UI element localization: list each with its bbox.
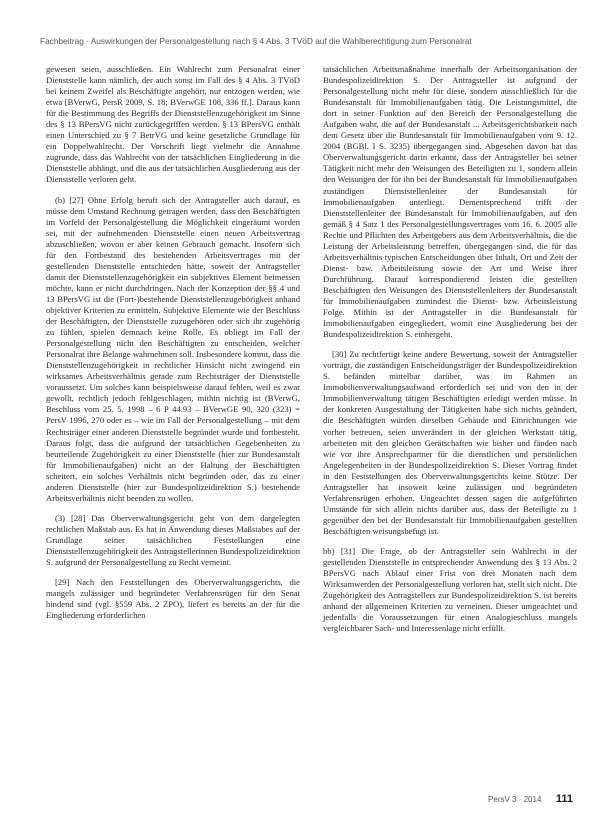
- page-footer: [488, 789, 573, 807]
- left-column: [46, 64, 300, 621]
- paragraph: [29] Nach den Feststellungen des Oberverwaltungsgerichts, die mangels zulässiger und begründeter Verfahrensrügen für den Senat bindend sind (vgl. §559 Abs. 2 ZPO), liefert es bereits an der für die Eingliederung erforderlichen: [46, 577, 300, 621]
- paragraph: gewesen seien, ausschließen. Ein Wahlrecht zum Personalrat einer Dienststelle kann nämlich, der auch sonst im Fall des § 4 Abs. 3 TVöD bei keinem Zweifel als Beschäftigte angehört, nur entzogen werden, wie etwa [BVerwG, PersR 2009, S. 18; BVerwGE 108, 336 ff.]. Daraus kann für die Bestimmung des Begriffs der Dienststellenzugehörigkeit im Sinne des § 13 BPersVG nicht zurückgegriffen werden. § 13 BPersVG enthält einen Unterschied zu § 7 BetrVG und keine gesetzliche Grundlage für ein Doppelwahlrecht. Der Vorschrift liegt vielmehr die Annahme zugrunde, dass das Wahlrecht von der tatsächlichen Eingliederung in die Dienststelle abhängt, und die aus der tatsächlichen Ausgliederung aus der Dienststelle verloren geht.: [46, 64, 300, 185]
- paragraph: [30] Zu rechtfertigt keine andere Bewertung, soweit der Antragsteller vorträgt, die zuständigen Entscheidungsträger der Bundespolizeidirektion S. befänden mittelbar darüber, was im Rahmen an Immobilienverwaltungsaufwand erforderlich sei und von den in der Immobilienverwaltung tätigen Beschäftigten erledigt werden müsse. In der konkreten Ausgestaltung der Tätigkeiten habe sich nichts geändert, die Beschäftigten würden dieselben Gebäude und Einrichtungen wie vorher betreuen, seien unverändert in der gleichen Werkstatt tätig, arbeiteten mit den gleichen Gerätschaften wie bisher und fänden nach wie vor ihre Ansprechpartner für die dienstlichen und persönlichen Angelegenheiten in der Bundespolizeidirektion S. Dieser Vortrag findet in den Feststellungen des Oberverwaltungsgerichts keine Stütze. Der Antragsteller hat insoweit keine zulässigen und begründeten Verfahrensrügen erhoben. Ungeachtet dessen sagen die aufgeführten Umstände für sich allein nichts darüber aus, dass der Beteiligte zu 1 gegenüber den bei der Bundesanstalt für Immobilienaufgaben gestellten Beschäftigten weisungsbefugt ist.: [323, 349, 577, 536]
- journal-reference: PersV 3 · 2014: [488, 795, 542, 804]
- right-column: [323, 64, 577, 634]
- paragraph: bb) [31] Die Frage, ob der Antragsteller sein Wahlrecht in der gestellenden Dienststelle in entsprechender Anwendung des § 13 Abs. 2 BPersVG nach Ablauf einer Frist von drei Monaten nach dem Wirksamwerden der Personalgestellung verloren hat, stellt sich nicht. Die Zugehörigkeit des Antragstellers zur Bundespolizeidirektion S. ist bereits anhand der allgemeinen Kriterien zu verneinen. Dieser umgeachtet und jedenfalls die Voraussetzungen für einen Analogieschluss mangels vergleichbarer Sach- und Interessenlage nicht erfüllt.: [323, 545, 577, 634]
- paragraph: tatsächlichen Arbeitsmaßnahme innerhalb der Arbeitsorganisation der Bundespolizeidirektion S. Der Antragsteller ist aufgrund der Personalgestellung nicht mehr für diese, sondern ausschließlich für die Bundesanstalt für Immobilienaufgaben tätig. Die Leistungsmittel, die dort in seiner Funktion auf den Bereich der Personalgestellung die Aufgaben wahr, die auf der Bundesanstalt ... Arbeitsgerichtsbarkeit nach dem Gesetz über die Bundesanstalt für Immobilienaufgaben vom 9. 12. 2004 (BGBl. I S. 3235) übergegangen sind. Abgesehen davon hat das Oberverwaltungsgericht darin erkannt, dass der Antragsteller bei seiner Tätigkeit nicht mehr den Weisungen des Beteiligten zu 1, sondern allein den Weisungen der für ihn bei der Bundesanstalt für Immobilienaufgaben zuständigen Dienststellenleiter der Bundesanstalt für Immobilienaufgaben unterliegt. Dementsprechend trifft der Dienststellenleiter der Bundesanstalt für Immobilienaufgaben, auf den gemäß § 4 Satz 1 des Personalgestellungsvertrages vom 16. 6. 2005 alle Rechte und Pflichten des Arbeitgebers aus dem Arbeitsverhältnis, die die Leistung der Arbeitsleistung betreffen, übergegangen sind, die für das Arbeitsverhältnis typischen Entscheidungen über Inhalt, Ort und Zeit der Dienst- bzw. Arbeitsleistung sowie der Art und Weise ihrer Durchführung. Darauf korrespondierend leisten die gestellten Beschäftigten den Weisungen des Dienststellenleiters der Bundesanstalt für Immobilienaufgaben zumindest die Dienst- bzw. Arbeitsleistung Folge. Mithin ist der Antragsteller in die Bundesanstalt für Immobilienaufgaben eingegliedert, womit eine Ausgliederung bei der Bundespolizeidirektion S. einhergeht.: [323, 64, 577, 340]
- page-number: 111: [555, 793, 573, 805]
- paragraph: (3) [28] Das Oberverwaltungsgericht geht von dem dargelegten rechtlichen Maßstab aus. Es hat in Anwendung dieses Maßstabes auf der Grundlage seiner tatsächlichen Feststellungen eine Dienststellenzugehörigkeit des Antragstellerinnen Bundespolizeidirektion S. aufgrund der Personalgestellung zu Recht verneint.: [46, 512, 300, 568]
- paragraph: (b) [27] Ohne Erfolg beruft sich der Antragsteller auch darauf, es müsse dem Umstand Rechnung getragen werden, dass den Beschäftigten im Vorfeld der Personalgestellung die Möglichkeit eingeräumt worden sei, mit der aufnehmenden Dienststelle einen neuen Arbeitsvertrag abzuschließen, wovon er aber keinen Gebrauch gemacht. Insofern sich für den Fortbestand des bestehenden Arbeitsvertrages mit der gestellenden Dienststelle entschieden hätte, soweit der Antragsteller damit der Dienststellenzugehörigkeit ein subjektives Element beimessen möchte, kann er nicht durchdringen. Nach der Konzeption der §§ 4 und 13 BPersVG ist die (Fort-)bestehende Dienststellenzugehörigkeit anhand objektiver Kriterien zu ermitteln. Subjektive Elemente wie der Beschluss der Beschäftigten, der Dienststelle zuzugehören oder sich ihr zugehörig zu fühlen, spielen demnach keine Rolle. Es obliegt im Fall der Personalgestellung nicht den Beschäftigten zu entscheiden, welcher Personalrat ihre Belange wahrnehmen soll. Insbesondere kommt, dass die Dienststellenzugehörigkeit in rechtlicher Hinsicht nicht zwingend ein wirksames Arbeitsverhältnis gerade zum Rechtsträger der Dienststelle voraussetzt. Um solches kann beispielsweise darauf fehlen, weil es zwar gewollt, rechtlich jedoch fehlgeschlagen, mithin nichtig ist (BVerwG, Beschluss vom 25. 5. 1998 – 6 P 44.93 – BVerwGE 90, 320 (323) = PersV 1996, 270 oder es – wie im Fall der Personalgestellung – mit dem Rechtsträger einer anderen Dienststelle begründet wurde und fortbesteht. Daraus folgt, dass die aufgrund der tatsächlichen Gegebenheiten zu beurteilende Zugehörigkeit zu einer Dienststelle (hier zur Bundesanstalt für Immobilienaufgaben) nicht an der Haltung der Beschäftigten scheitert, ein solches Verhältnis nicht begründen oder, das zu einer anderen Dienststelle (hier zur Bundespolizeidirektion S.) bestehende Arbeitsverhältnis nicht beenden zu wollen.: [46, 194, 300, 503]
- running-head: Fachbeitrag · Auswirkungen der Personalgestellung nach § 4 Abs. 3 TVöD auf die Wahlberechtigung zum Personalrat: [40, 36, 472, 46]
